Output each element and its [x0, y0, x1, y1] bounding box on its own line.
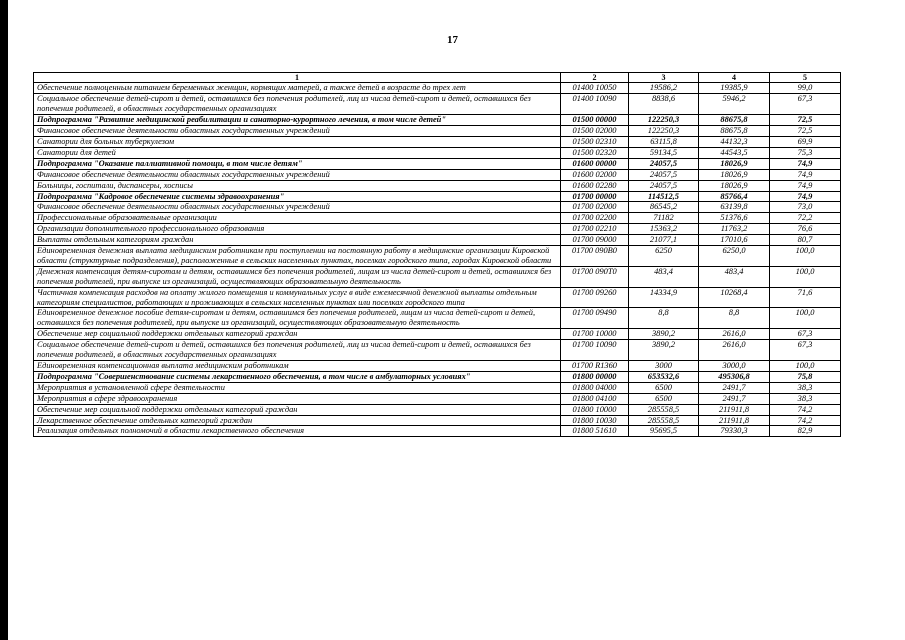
row-code-cell: 01700 090Т0 [561, 266, 629, 287]
row-percent-cell: 69,9 [770, 136, 841, 147]
row-code-cell: 01800 04000 [561, 382, 629, 393]
header-col-percent: 5 [770, 73, 841, 83]
row-plan-cell: 3000 [629, 361, 699, 372]
row-plan-cell: 285558,5 [629, 415, 699, 426]
row-name-cell: Подпрограмма "Развитие медицинской реабилитации и санаторно-курортного лечения, в том числе детей" [34, 115, 561, 126]
row-plan-cell: 122250,3 [629, 115, 699, 126]
table-row [34, 213, 841, 224]
row-percent-cell: 75,3 [770, 147, 841, 158]
header-col-code: 2 [561, 73, 629, 83]
row-plan-cell: 3890,2 [629, 329, 699, 340]
table-row [34, 404, 841, 415]
row-name-cell: Финансовое обеспечение деятельности областных государственных учреждений [34, 169, 561, 180]
header-col-fact: 4 [699, 73, 770, 83]
row-fact-cell: 88675,8 [699, 115, 770, 126]
row-plan-cell: 24057,5 [629, 180, 699, 191]
row-code-cell: 01700 02000 [561, 202, 629, 213]
row-code-cell: 01600 02280 [561, 180, 629, 191]
row-name-cell: Частичная компенсация расходов на оплату жилого помещения и коммунальных услуг в виде ежемесячной денежной выплаты отдельным категориям специалистов, работающих и проживающих в сельских населенных пунктах или поселках городского типа [34, 287, 561, 308]
row-plan-cell: 95695,5 [629, 426, 699, 437]
row-plan-cell: 6250 [629, 246, 699, 267]
row-name-cell: Финансовое обеспечение деятельности областных государственных учреждений [34, 126, 561, 137]
row-percent-cell: 74,9 [770, 158, 841, 169]
row-code-cell: 01400 10050 [561, 83, 629, 94]
row-code-cell: 01700 R1360 [561, 361, 629, 372]
table-row [34, 169, 841, 180]
row-fact-cell: 17010,6 [699, 235, 770, 246]
table-header-row [34, 73, 841, 83]
row-code-cell: 01700 00000 [561, 191, 629, 202]
row-fact-cell: 18026,9 [699, 158, 770, 169]
table-row [34, 308, 841, 329]
row-plan-cell: 6500 [629, 382, 699, 393]
row-fact-cell: 483,4 [699, 266, 770, 287]
row-fact-cell: 3000,0 [699, 361, 770, 372]
row-name-cell: Выплаты отдельным категориям граждан [34, 235, 561, 246]
table-row [34, 202, 841, 213]
row-fact-cell: 2616,0 [699, 340, 770, 361]
row-plan-cell: 14334,9 [629, 287, 699, 308]
row-name-cell: Санатории для больных туберкулезом [34, 136, 561, 147]
row-name-cell: Больницы, госпитали, диспансеры, хосписы [34, 180, 561, 191]
row-code-cell: 01700 02200 [561, 213, 629, 224]
table-row [34, 180, 841, 191]
table-row [34, 393, 841, 404]
row-code-cell: 01800 00000 [561, 371, 629, 382]
row-fact-cell: 11763,2 [699, 224, 770, 235]
row-percent-cell: 74,9 [770, 191, 841, 202]
row-percent-cell: 67,3 [770, 94, 841, 115]
row-name-cell: Подпрограмма "Оказание паллиативной помощи, в том числе детям" [34, 158, 561, 169]
row-fact-cell: 79330,3 [699, 426, 770, 437]
row-name-cell: Подпрограмма "Совершенствование системы лекарственного обеспечения, в том числе в амбулаторных условиях" [34, 371, 561, 382]
row-code-cell: 01700 10090 [561, 340, 629, 361]
row-name-cell: Единовременная компенсационная выплата медицинским работникам [34, 361, 561, 372]
table-row [34, 224, 841, 235]
row-fact-cell: 85766,4 [699, 191, 770, 202]
row-code-cell: 01700 09490 [561, 308, 629, 329]
table-row [34, 426, 841, 437]
table-row [34, 126, 841, 137]
row-name-cell: Профессиональные образовательные организации [34, 213, 561, 224]
row-fact-cell: 19385,9 [699, 83, 770, 94]
row-plan-cell: 8,8 [629, 308, 699, 329]
row-code-cell: 01800 04100 [561, 393, 629, 404]
row-plan-cell: 3890,2 [629, 340, 699, 361]
row-plan-cell: 653532,6 [629, 371, 699, 382]
row-plan-cell: 19586,2 [629, 83, 699, 94]
table-row [34, 94, 841, 115]
row-fact-cell: 2616,0 [699, 329, 770, 340]
row-plan-cell: 8838,6 [629, 94, 699, 115]
row-name-cell: Социальное обеспечение детей-сирот и детей, оставшихся без попечения родителей, лиц из числа детей-сирот и детей, оставшихся без попечения родителей, в областных государственных организациях [34, 340, 561, 361]
row-plan-cell: 86545,2 [629, 202, 699, 213]
row-fact-cell: 44543,5 [699, 147, 770, 158]
row-fact-cell: 5946,2 [699, 94, 770, 115]
row-name-cell: Денежная компенсация детям-сиротам и детям, оставшимся без попечения родителей, лицам из числа детей-сирот и детей, оставшихся без попечения родителей, при выпуске из организаций, осуществляющих образовательную деятельность [34, 266, 561, 287]
header-col-plan: 3 [629, 73, 699, 83]
row-name-cell: Мероприятия в установленной сфере деятельности [34, 382, 561, 393]
row-code-cell: 01800 10030 [561, 415, 629, 426]
row-percent-cell: 100,0 [770, 266, 841, 287]
row-code-cell: 01700 09000 [561, 235, 629, 246]
table-row [34, 371, 841, 382]
row-percent-cell: 74,9 [770, 180, 841, 191]
row-percent-cell: 100,0 [770, 361, 841, 372]
row-code-cell: 01700 090В0 [561, 246, 629, 267]
row-code-cell: 01500 02320 [561, 147, 629, 158]
table-row [34, 415, 841, 426]
row-fact-cell: 211911,8 [699, 404, 770, 415]
row-percent-cell: 99,0 [770, 83, 841, 94]
row-plan-cell: 63115,8 [629, 136, 699, 147]
scan-edge-bar [0, 0, 8, 640]
table-row [34, 246, 841, 267]
table-row [34, 191, 841, 202]
row-fact-cell: 495306,8 [699, 371, 770, 382]
row-fact-cell: 63139,8 [699, 202, 770, 213]
row-name-cell: Реализация отдельных полномочий в области лекарственного обеспечения [34, 426, 561, 437]
row-plan-cell: 21077,1 [629, 235, 699, 246]
table-row [34, 136, 841, 147]
row-percent-cell: 72,2 [770, 213, 841, 224]
row-percent-cell: 76,6 [770, 224, 841, 235]
table-row [34, 329, 841, 340]
row-code-cell: 01700 02210 [561, 224, 629, 235]
budget-table-body [34, 73, 841, 437]
row-percent-cell: 72,5 [770, 126, 841, 137]
row-fact-cell: 8,8 [699, 308, 770, 329]
row-fact-cell: 44132,3 [699, 136, 770, 147]
row-percent-cell: 74,2 [770, 404, 841, 415]
row-percent-cell: 75,8 [770, 371, 841, 382]
row-plan-cell: 15363,2 [629, 224, 699, 235]
row-plan-cell: 6500 [629, 393, 699, 404]
row-code-cell: 01700 09260 [561, 287, 629, 308]
row-plan-cell: 71182 [629, 213, 699, 224]
row-fact-cell: 51376,6 [699, 213, 770, 224]
row-percent-cell: 67,3 [770, 329, 841, 340]
row-percent-cell: 100,0 [770, 246, 841, 267]
row-name-cell: Обеспечение мер социальной поддержки отдельных категорий граждан [34, 404, 561, 415]
header-col-name: 1 [34, 73, 561, 83]
table-row [34, 266, 841, 287]
row-percent-cell: 74,2 [770, 415, 841, 426]
table-row [34, 340, 841, 361]
row-name-cell: Единовременное денежное пособие детям-сиротам и детям, оставшимся без попечения родителей, лицам из числа детей-сирот и детей, оставшихся без попечения родителей, при выпуске из организаций, осуществляющих образовательную деятельность [34, 308, 561, 329]
row-plan-cell: 24057,5 [629, 158, 699, 169]
row-name-cell: Санатории для детей [34, 147, 561, 158]
table-row [34, 235, 841, 246]
row-code-cell: 01400 10090 [561, 94, 629, 115]
row-fact-cell: 88675,8 [699, 126, 770, 137]
row-fact-cell: 2491,7 [699, 382, 770, 393]
row-code-cell: 01500 02000 [561, 126, 629, 137]
row-name-cell: Социальное обеспечение детей-сирот и детей, оставшихся без попечения родителей, лиц из числа детей-сирот и детей, оставшихся без попечения родителей, в областных государственных организациях [34, 94, 561, 115]
row-name-cell: Мероприятия в сфере здравоохранения [34, 393, 561, 404]
row-plan-cell: 483,4 [629, 266, 699, 287]
table-row [34, 382, 841, 393]
row-plan-cell: 114512,5 [629, 191, 699, 202]
row-plan-cell: 59134,5 [629, 147, 699, 158]
row-code-cell: 01500 00000 [561, 115, 629, 126]
row-code-cell: 01700 10000 [561, 329, 629, 340]
row-plan-cell: 24057,5 [629, 169, 699, 180]
row-code-cell: 01600 00000 [561, 158, 629, 169]
row-fact-cell: 211911,8 [699, 415, 770, 426]
row-name-cell: Обеспечение мер социальной поддержки отдельных категорий граждан [34, 329, 561, 340]
row-percent-cell: 74,9 [770, 169, 841, 180]
row-name-cell: Обеспечение полноценным питанием беременных женщин, кормящих матерей, а также детей в возрасте до трех лет [34, 83, 561, 94]
row-percent-cell: 72,5 [770, 115, 841, 126]
table-row [34, 115, 841, 126]
row-plan-cell: 122250,3 [629, 126, 699, 137]
row-name-cell: Лекарственное обеспечение отдельных категорий граждан [34, 415, 561, 426]
table-row [34, 361, 841, 372]
table-row [34, 158, 841, 169]
row-percent-cell: 80,7 [770, 235, 841, 246]
row-percent-cell: 38,3 [770, 393, 841, 404]
row-name-cell: Подпрограмма "Кадровое обеспечение системы здравоохранения" [34, 191, 561, 202]
row-plan-cell: 285558,5 [629, 404, 699, 415]
table-row [34, 83, 841, 94]
row-code-cell: 01800 51610 [561, 426, 629, 437]
row-fact-cell: 2491,7 [699, 393, 770, 404]
page-number: 17 [447, 34, 458, 46]
row-percent-cell: 73,0 [770, 202, 841, 213]
table-row [34, 147, 841, 158]
row-percent-cell: 71,6 [770, 287, 841, 308]
row-code-cell: 01600 02000 [561, 169, 629, 180]
budget-table [33, 72, 841, 437]
row-percent-cell: 67,3 [770, 340, 841, 361]
row-name-cell: Организации дополнительного профессионального образования [34, 224, 561, 235]
row-percent-cell: 38,3 [770, 382, 841, 393]
row-fact-cell: 18026,9 [699, 180, 770, 191]
row-percent-cell: 100,0 [770, 308, 841, 329]
row-name-cell: Финансовое обеспечение деятельности областных государственных учреждений [34, 202, 561, 213]
row-fact-cell: 18026,9 [699, 169, 770, 180]
row-fact-cell: 10268,4 [699, 287, 770, 308]
row-code-cell: 01800 10000 [561, 404, 629, 415]
row-percent-cell: 82,9 [770, 426, 841, 437]
row-name-cell: Единовременная денежная выплата медицинским работникам при поступлении на постоянную работу в медицинские организации Кировской области (структурные подразделения), расположенные в сельских населенных пунктах, поселках городского типа, городах Кировской области [34, 246, 561, 267]
row-code-cell: 01500 02310 [561, 136, 629, 147]
row-fact-cell: 6250,0 [699, 246, 770, 267]
table-row [34, 287, 841, 308]
